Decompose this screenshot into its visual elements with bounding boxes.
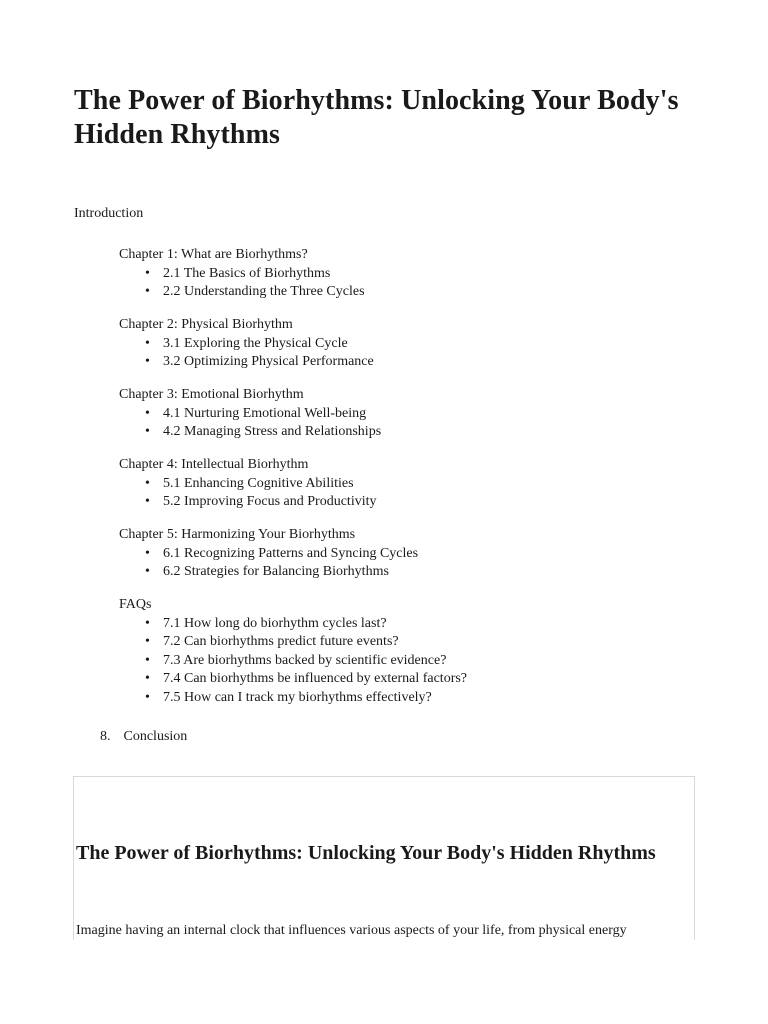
section-list	[119, 615, 679, 708]
section-label: 7.5 How can I track my biorhythms effectively?	[163, 689, 432, 705]
bullet-icon: •	[145, 494, 150, 509]
section-list	[119, 265, 679, 302]
article-title: The Power of Biorhythms: Unlocking Your Body's Hidden Rhythms	[76, 842, 656, 864]
section-item	[145, 545, 679, 564]
section-label: 3.1 Exploring the Physical Cycle	[163, 335, 348, 351]
toc-chapter	[119, 246, 679, 302]
bullet-icon: •	[145, 671, 150, 686]
chapter-title: Chapter 5: Harmonizing Your Biorhythms	[119, 527, 356, 542]
bullet-icon: •	[145, 689, 150, 705]
section-label: 7.2 Can biorhythms predict future events?	[163, 634, 399, 649]
chapter-title: FAQs	[119, 597, 152, 612]
toc-chapter	[119, 526, 679, 582]
document-title: The Power of Biorhythms: Unlocking Your Body's Hidden Rhythms	[74, 85, 679, 150]
section-item	[145, 670, 679, 689]
bullet-icon: •	[145, 652, 150, 668]
bullet-icon: •	[145, 265, 150, 281]
toc-chapter	[119, 386, 679, 442]
section-label: 7.3 Are biorhythms backed by scientific evidence?	[163, 652, 447, 668]
section-label: 2.2 Understanding the Three Cycles	[163, 284, 365, 299]
section-item	[145, 405, 679, 424]
section-item	[145, 283, 679, 302]
section-item	[145, 493, 679, 512]
section-item	[145, 265, 679, 284]
chapter-title: Chapter 3: Emotional Biorhythm	[119, 387, 304, 402]
toc-chapter	[119, 596, 679, 707]
article-first-line: Imagine having an internal clock that influences various aspects of your life, from physical energy	[76, 923, 627, 938]
section-label: 2.1 The Basics of Biorhythms	[163, 265, 331, 281]
table-of-contents	[119, 246, 679, 722]
section-label: 4.2 Managing Stress and Relationships	[163, 424, 382, 439]
toc-chapter	[119, 456, 679, 512]
bullet-icon: •	[145, 405, 150, 421]
section-list	[119, 545, 679, 582]
chapter-title: Chapter 4: Intellectual Biorhythm	[119, 457, 309, 472]
section-item	[145, 563, 679, 582]
bullet-icon: •	[145, 564, 150, 579]
toc-conclusion	[100, 728, 187, 746]
bullet-icon: •	[145, 424, 150, 439]
section-item	[145, 335, 679, 354]
toc-chapter	[119, 316, 679, 372]
article-preview	[73, 776, 695, 940]
bullet-icon: •	[145, 475, 150, 491]
section-item	[145, 353, 679, 372]
section-label: 7.4 Can biorhythms be influenced by external factors?	[163, 671, 468, 686]
bullet-icon: •	[145, 354, 150, 369]
bullet-icon: •	[145, 634, 150, 649]
conclusion-number: 8.	[100, 729, 111, 744]
bullet-icon: •	[145, 284, 150, 299]
chapter-title: Chapter 2: Physical Biorhythm	[119, 317, 293, 332]
toc-introduction: Introduction	[74, 206, 144, 221]
section-item	[145, 615, 679, 634]
section-label: 5.2 Improving Focus and Productivity	[163, 494, 377, 509]
section-item	[145, 423, 679, 442]
section-list	[119, 405, 679, 442]
section-item	[145, 475, 679, 494]
section-item	[145, 652, 679, 671]
section-label: 6.1 Recognizing Patterns and Syncing Cycles	[163, 545, 419, 561]
section-label: 3.2 Optimizing Physical Performance	[163, 354, 374, 369]
section-label: 4.1 Nurturing Emotional Well-being	[163, 405, 367, 421]
section-list	[119, 335, 679, 372]
chapter-title: Chapter 1: What are Biorhythms?	[119, 247, 308, 262]
section-label: 6.2 Strategies for Balancing Biorhythms	[163, 564, 389, 579]
bullet-icon: •	[145, 335, 150, 351]
conclusion-label: Conclusion	[123, 729, 188, 744]
bullet-icon: •	[145, 615, 150, 631]
section-item	[145, 689, 679, 708]
section-item	[145, 633, 679, 652]
bullet-icon: •	[145, 545, 150, 561]
section-list	[119, 475, 679, 512]
section-label: 7.1 How long do biorhythm cycles last?	[163, 615, 387, 631]
section-label: 5.1 Enhancing Cognitive Abilities	[163, 475, 354, 491]
